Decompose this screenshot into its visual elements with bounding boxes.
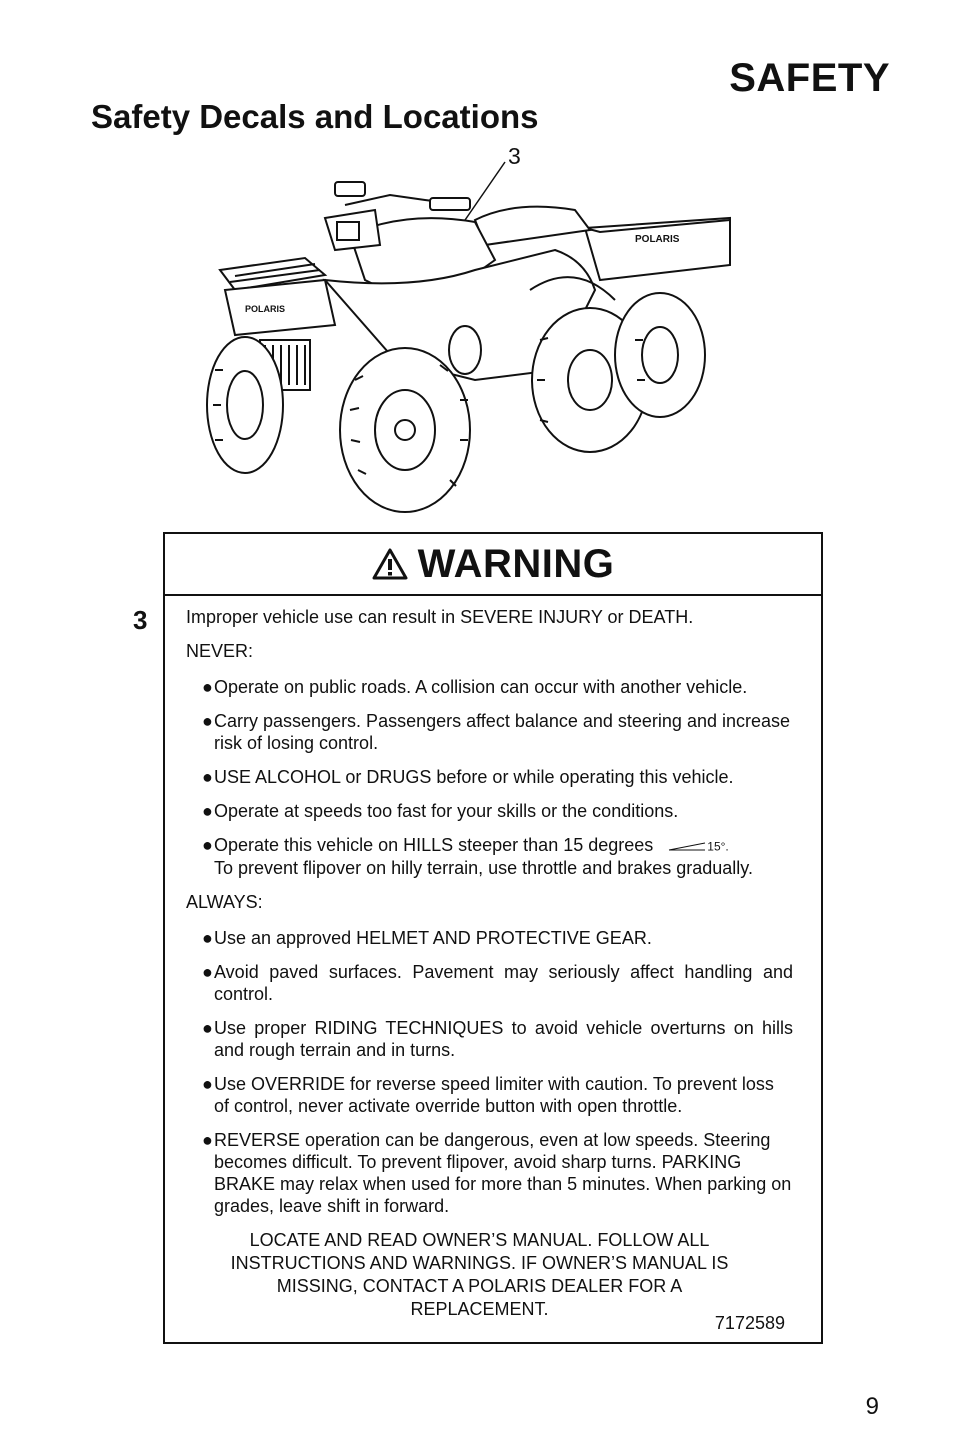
figure-callout-number: 3: [508, 143, 521, 169]
always-item: ●REVERSE operation can be dangerous, even at low speeds. Steering becomes difficult. To prevent flipover, avoid sharp turns. PARKING BRAKE may relax when used for more than 5 minutes. When parking on grades, leave shift in forward.: [202, 1130, 792, 1217]
warning-footer: LOCATE AND READ OWNER’S MANUAL. FOLLOW ALL INSTRUCTIONS AND WARNINGS. IF OWNER’S MANUAL IS MISSING, CONTACT A POLARIS DEALER FOR A REPLACEMENT.: [230, 1230, 729, 1320]
slope-label: 15°.: [707, 839, 729, 854]
warning-title: WARNING: [417, 541, 615, 586]
never-item: ●USE ALCOHOL or DRUGS before or while operating this vehicle.: [202, 767, 734, 787]
never-item-hills: ●Operate this vehicle on HILLS steeper than 15 degrees 15°. To prevent flipover on hilly terrain, use throttle and brakes gradually.: [202, 835, 753, 879]
always-item: ●Avoid paved surfaces. Pavement may seriously affect handling and control.: [202, 962, 793, 1005]
warning-triangle-icon: [372, 548, 408, 580]
warning-decal: [163, 532, 823, 1344]
never-label: NEVER:: [186, 641, 254, 661]
page-heading: Safety Decals and Locations: [91, 98, 539, 135]
never-item: ●Carry passengers. Passengers affect balance and steering and increase risk of losing control.: [202, 711, 791, 753]
svg-text:POLARIS: POLARIS: [635, 234, 680, 245]
always-item: ●Use OVERRIDE for reverse speed limiter with caution. To prevent loss of control, never activate override button with open throttle.: [202, 1074, 774, 1117]
never-item: ●Operate on public roads. A collision can occur with another vehicle.: [202, 677, 748, 697]
decal-number: 3: [133, 605, 148, 635]
atv-illustration: [175, 140, 755, 520]
page-number: 9: [865, 1393, 879, 1420]
section-title: SAFETY: [729, 56, 890, 100]
atv-drawing: [175, 140, 755, 520]
always-item: ●Use proper RIDING TECHNIQUES to avoid vehicle overturns on hills and rough terrain and in turns.: [202, 1018, 793, 1061]
decal-part-number: 7172589: [714, 1313, 785, 1333]
warning-body: [165, 596, 821, 1321]
always-label: ALWAYS:: [186, 892, 263, 913]
always-item: ●Use an approved HELMET AND PROTECTIVE GEAR.: [202, 928, 652, 949]
slope-icon: [667, 841, 707, 851]
never-item: ●Operate at speeds too fast for your skills or the conditions.: [202, 801, 679, 821]
warning-intro: Improper vehicle use can result in SEVERE INJURY or DEATH.: [186, 607, 694, 627]
warning-header: [165, 534, 821, 596]
svg-text:POLARIS: POLARIS: [245, 304, 286, 314]
